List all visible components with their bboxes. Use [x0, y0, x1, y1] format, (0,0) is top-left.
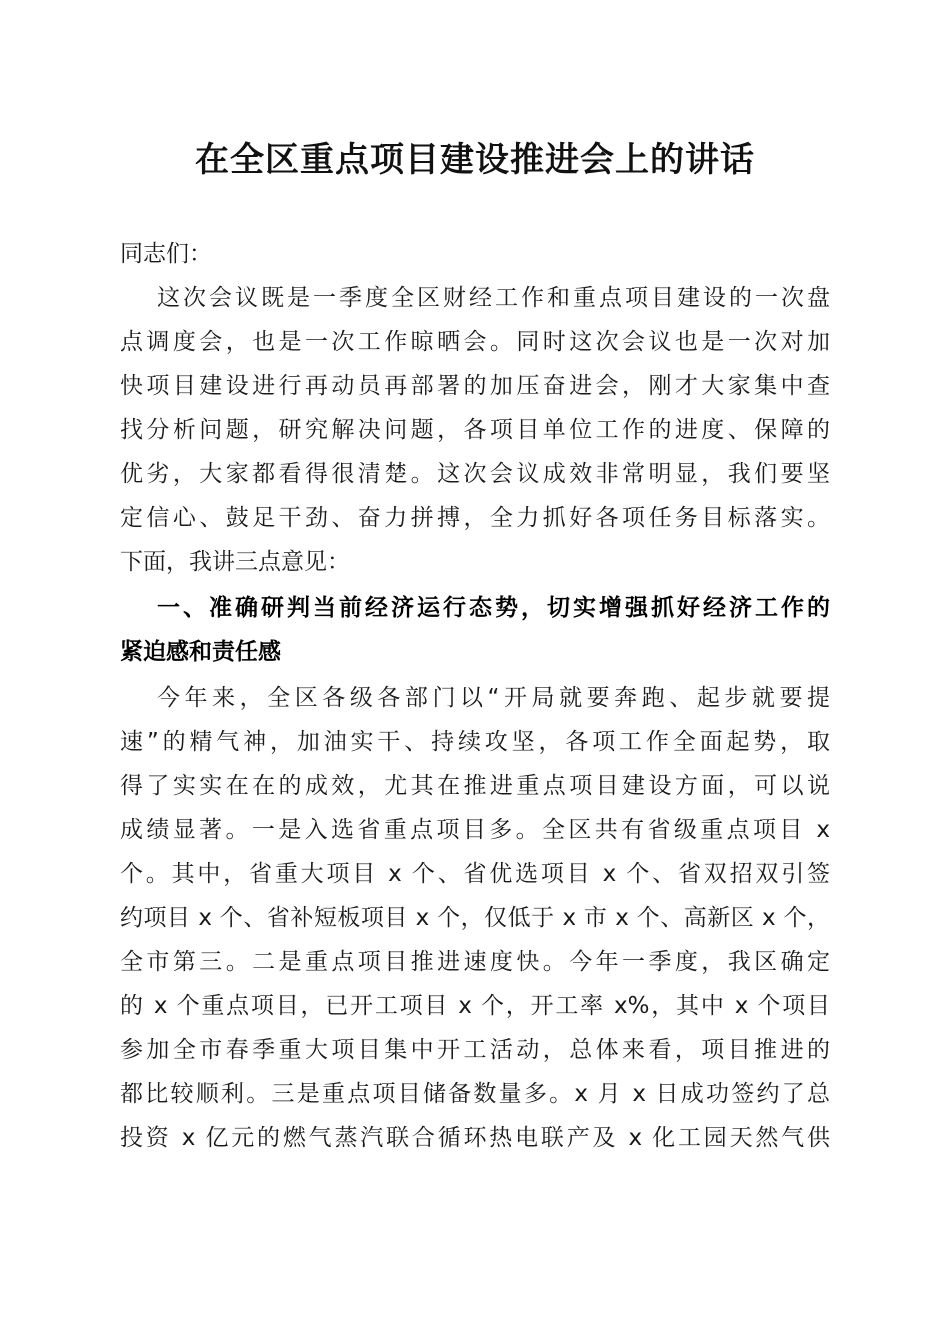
section-heading-line: 紧迫感和责任感: [120, 639, 281, 665]
paragraph-line: 定信心、鼓足干劲、奋力拼搏，全力抓好各项任务目标落实。: [120, 505, 830, 531]
paragraph-line: 参加全市春季重大项目集中开工活动，总体来看，项目推进的: [120, 1037, 830, 1063]
paragraph-line: 今年来，全区各级各部门以“开局就要奔跑、起步就要提: [157, 685, 830, 711]
paragraph-line: 投资 x 亿元的燃气蒸汽联合循环热电联产及 x 化工园天然气供: [120, 1125, 830, 1151]
paragraph-line: 约项目 x 个、省补短板项目 x 个，仅低于 x 市 x 个、高新区 x 个，: [120, 905, 830, 931]
paragraph-line: 这次会议既是一季度全区财经工作和重点项目建设的一次盘: [157, 285, 830, 311]
paragraph-line: 优劣，大家都看得很清楚。这次会议成效非常明显，我们要坚: [120, 461, 830, 487]
paragraph-line: 全市第三。二是重点项目推进速度快。今年一季度，我区确定: [120, 949, 830, 975]
salutation: 同志们：: [120, 241, 212, 267]
paragraph-line: 速”的精气神，加油实干、持续攻坚，各项工作全面起势，取: [120, 729, 830, 755]
section-heading-line: 一、准确研判当前经济运行态势，切实增强抓好经济工作的: [157, 595, 830, 621]
paragraph-line: 点调度会，也是一次工作晾晒会。同时这次会议也是一次对加: [120, 329, 830, 355]
document-title: 在全区重点项目建设推进会上的讲话: [195, 140, 755, 180]
paragraph-line: 找分析问题，研究解决问题，各项目单位工作的进度、保障的: [120, 417, 830, 443]
paragraph-line: 快项目建设进行再动员再部署的加压奋进会，刚才大家集中查: [120, 373, 830, 399]
paragraph-line: 个。其中，省重大项目 x 个、省优选项目 x 个、省双招双引签: [120, 861, 830, 887]
paragraph-line: 的 x 个重点项目，已开工项目 x 个，开工率 x%，其中 x 个项目: [120, 993, 830, 1019]
paragraph-line: 下面，我讲三点意见：: [120, 549, 350, 575]
paragraph-line: 都比较顺利。三是重点项目储备数量多。x 月 x 日成功签约了总: [120, 1081, 830, 1107]
paragraph-line: 成绩显著。一是入选省重点项目多。全区共有省级重点项目 x: [120, 817, 830, 843]
paragraph-line: 得了实实在在的成效，尤其在推进重点项目建设方面，可以说: [120, 773, 830, 799]
